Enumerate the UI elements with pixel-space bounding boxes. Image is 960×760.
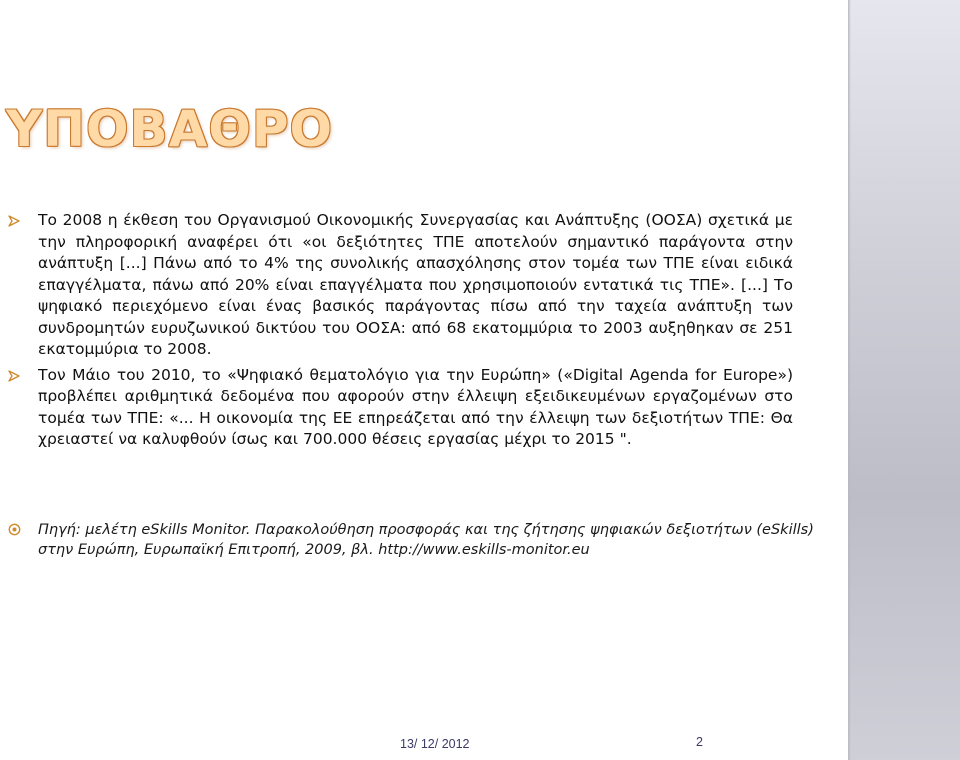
source-citation — [8, 520, 828, 560]
circle-bullet-icon — [8, 523, 21, 536]
bullet-list — [8, 210, 793, 455]
bullet-text: Το 2008 η έκθεση του Οργανισμού Οικονομικής Συνεργασίας και Ανάπτυξης (ΟΟΣΑ) σχετικά με την πληροφορική αναφέρει ότι «οι δεξιότητες ΤΠΕ αποτελούν σημαντικό παράγοντα στην ανάπτυξη [...] Πάνω από το 4% της συνολικής απασχόλησης στον τομέα των ΤΠΕ είναι ειδικά επαγγέλματα, πάνω από 20% είναι επαγγέλματα που χρησιμοποιούν εντατικά τις ΤΠΕ». [...] Το ψηφιακό περιεχόμενο είναι ένας βασικός παράγοντας πίσω από την ταχεία ανάπτυξη των συνδρομητών ευρυζωνικού δικτύου του ΟΟΣΑ: από 68 εκατομμύρια το 2003 αυξηθηκαν σε 251 εκατομμύρια το 2008. — [38, 211, 793, 358]
footer-date: 13/ 12/ 2012 — [400, 737, 470, 751]
bullet-item — [8, 210, 793, 361]
right-decorative-bar — [848, 0, 960, 760]
bullet-text: Τον Μάιο του 2010, το «Ψηφιακό θεματολόγιο για την Ευρώπη» («Digital Agenda for Europe») προβλέπει αριθμητικά δεδομένα που αφορούν στην έλλειψη εξειδικευμένων εργαζομένων στο τομέα των ΤΠΕ: «... Η οικονομία της ΕΕ επηρεάζεται από την έλλειψη των δεξιοτήτων ΤΠΕ: Θα χρειαστεί να καλυφθούν ίσως και 700.000 θέσεις εργασίας μέχρι το 2015 ". — [38, 365, 793, 448]
arrowhead-bullet-icon — [8, 215, 20, 227]
arrowhead-bullet-icon — [8, 370, 20, 382]
page-number: 2 — [696, 735, 703, 749]
source-text: Πηγή: μελέτη eSkills Monitor. Παρακολούθηση προσφοράς και της ζήτησης ψηφιακών δεξιοτήτων (eSkills) στην Ευρώπη, Ευρωπαϊκή Επιτροπή, 2009, βλ. http://www.eskills-monitor.eu — [38, 522, 814, 558]
bullet-item — [8, 365, 793, 451]
slide-title: ΥΠΟΒΑΘΡΟ — [6, 100, 334, 158]
